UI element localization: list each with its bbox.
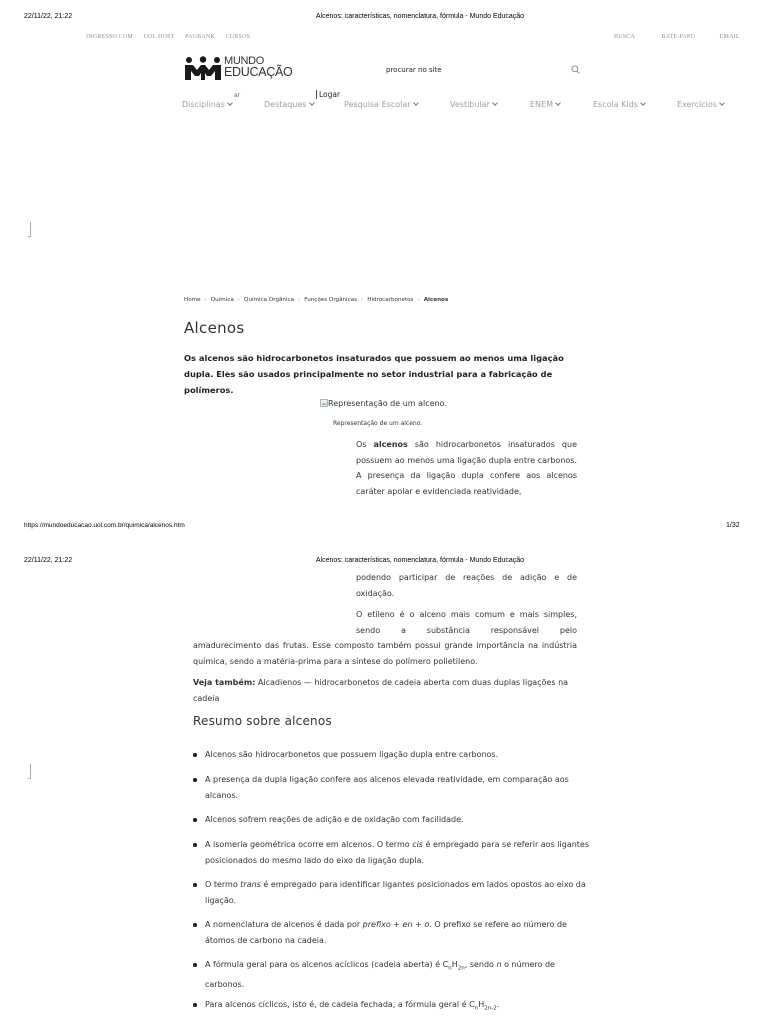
paragraph-1-continued: podendo participar de reações de adição e de oxidação.	[356, 573, 577, 598]
paragraph-1: Os alcenos são hidrocarbonetos insaturados que possuem ao menos uma ligação dupla entre carbonos. A presença da ligação dupla confere aos alcenos caráter apolar e evidenciada reatividade,	[356, 440, 577, 496]
image-caption: Representação de um alceno.	[333, 420, 423, 427]
list-item: A presença da dupla ligação confere aos alcenos elevada reatividade, em comparação aos alcanos.	[193, 772, 595, 803]
menu-enem[interactable]: ENEM	[530, 100, 560, 109]
list-item: A fórmula geral para os alcenos acíclicos (cadeia aberta) é $C_nH_{2n}$, sendo n o número de carbonos.	[193, 957, 595, 993]
crumb-quimica[interactable]: Química	[210, 297, 234, 303]
bullet-icon	[193, 818, 197, 822]
see-also[interactable]: Veja também: Alcadienos — hidrocarbonetos de cadeia aberta com duas duplas ligações na cadeia	[193, 678, 569, 703]
chevron-down-icon	[492, 100, 498, 106]
list-item: A nomenclatura de alcenos é dada por prefixo + en + o. O prefixo se refere ao número de átomos de carbono na cadeia.	[193, 917, 595, 948]
chevron-down-icon	[640, 100, 646, 106]
search-input[interactable]: procurar no site	[386, 66, 442, 74]
article-image: Representação de um alceno.	[320, 399, 447, 408]
menu-escola-kids[interactable]: Escola Kids	[593, 100, 645, 109]
summary-heading: Resumo sobre alcenos	[193, 714, 332, 728]
list-item: Alcenos são hidrocarbonetos que possuem ligação dupla entre carbonos.	[193, 747, 595, 763]
chevron-down-icon	[555, 100, 561, 106]
chevron-down-icon	[227, 100, 233, 106]
login-link[interactable]: Logar	[316, 90, 340, 99]
crumb-home[interactable]: Home	[184, 297, 201, 303]
bullet-icon	[193, 883, 197, 887]
bullet-icon	[193, 963, 197, 967]
broken-image-icon	[320, 399, 328, 407]
menu-disciplinas[interactable]: Disciplinas	[182, 100, 232, 109]
list-item: A isomeria geométrica ocorre em alcenos. O termo cis é empregado para se referir aos ligantes posicionados do mesmo lado do eixo da ligação dupla.	[193, 837, 595, 868]
print-url: https://mundoeducacao.uol.com.br/quimica/alcenos.htm	[24, 522, 185, 529]
crumb-current: Alcenos	[423, 297, 449, 303]
bullet-icon	[193, 1003, 197, 1007]
menu-exercicios[interactable]: Exercícios	[677, 100, 724, 109]
menu-vestibular[interactable]: Vestibular	[450, 100, 497, 109]
bullet-icon	[193, 778, 197, 782]
list-item: Para alcenos cíclicos, isto é, de cadeia fechada, a fórmula geral é $C_nH_{2n-2}$.	[193, 997, 595, 1017]
bullet-icon	[193, 753, 197, 757]
logo-line1: MUNDO	[224, 55, 265, 67]
link-busca[interactable]: BUSCA	[614, 34, 635, 40]
breadcrumb: Home › Química › Química Orgânica › Funções Orgânicas › Hidrocarbonetos › Alcenos	[184, 297, 449, 303]
page-title: Alcenos	[184, 319, 245, 337]
print-datetime-2: 22/11/22, 21:22	[24, 557, 73, 564]
link-email[interactable]: EMAIL	[719, 34, 740, 40]
bullet-icon	[193, 843, 197, 847]
print-datetime: 22/11/22, 21:22	[24, 13, 73, 20]
menu-destaques[interactable]: Destaques	[264, 100, 314, 109]
chevron-down-icon	[413, 100, 419, 106]
link-cursos[interactable]: CURSOS	[225, 34, 251, 40]
print-doc-title: Alcenos: características, nomenclatura, fórmula - Mundo Educação	[315, 13, 525, 20]
link-pagbank[interactable]: PAGBANK	[185, 34, 215, 40]
logo-line2: EDUCAÇÃO	[224, 65, 293, 79]
paragraph-2: amadurecimento das frutas. Esse composto também possui grande importância na indústria química, sendo a matéria-prima para a síntese do polímero polietileno.	[193, 641, 577, 666]
chevron-down-icon	[309, 100, 315, 106]
print-doc-title-2: Alcenos: características, nomenclatura, fórmula - Mundo Educação	[315, 557, 525, 564]
logo-figures-icon	[184, 56, 222, 80]
crumb-quimica-organica[interactable]: Química Orgânica	[244, 297, 295, 303]
site-logo[interactable]	[184, 55, 293, 84]
list-item: O termo trans é empregado para identificar ligantes posicionados em lados opostos ao eixo da ligação.	[193, 877, 595, 908]
crumb-funcoes-organicas[interactable]: Funções Orgânicas	[304, 297, 358, 303]
menu-pesquisa-escolar[interactable]: Pesquisa Escolar	[344, 100, 418, 109]
print-page-number: 1/32	[726, 522, 740, 529]
article-lead: Os alcenos são hidrocarbonetos insaturados que possuem ao menos uma ligação dupla. Eles são usados principalmente no setor industrial para a fabricação de polímeros.	[184, 353, 564, 395]
list-item: Alcenos sofrem reações de adição e de oxidação com facilidade.	[193, 812, 595, 828]
paragraph-2-indented: O etileno é o alceno mais comum e mais simples, sendo a substância responsável pelo	[356, 610, 577, 635]
link-ingresso[interactable]: INGRESSO.COM	[86, 34, 133, 40]
link-bate-papo[interactable]: BATE-PAPO	[661, 34, 695, 40]
margin-mark-2	[28, 764, 31, 779]
top-right-links	[614, 34, 740, 40]
stray-text-ar: ar	[234, 92, 241, 99]
top-left-links	[86, 34, 250, 40]
margin-mark	[28, 222, 31, 237]
chevron-down-icon	[719, 100, 725, 106]
bullet-icon	[193, 923, 197, 927]
search-icon[interactable]	[571, 65, 580, 74]
link-uol-host[interactable]: UOL HOST	[143, 34, 175, 40]
crumb-hidrocarbonetos[interactable]: Hidrocarbonetos	[367, 297, 414, 303]
